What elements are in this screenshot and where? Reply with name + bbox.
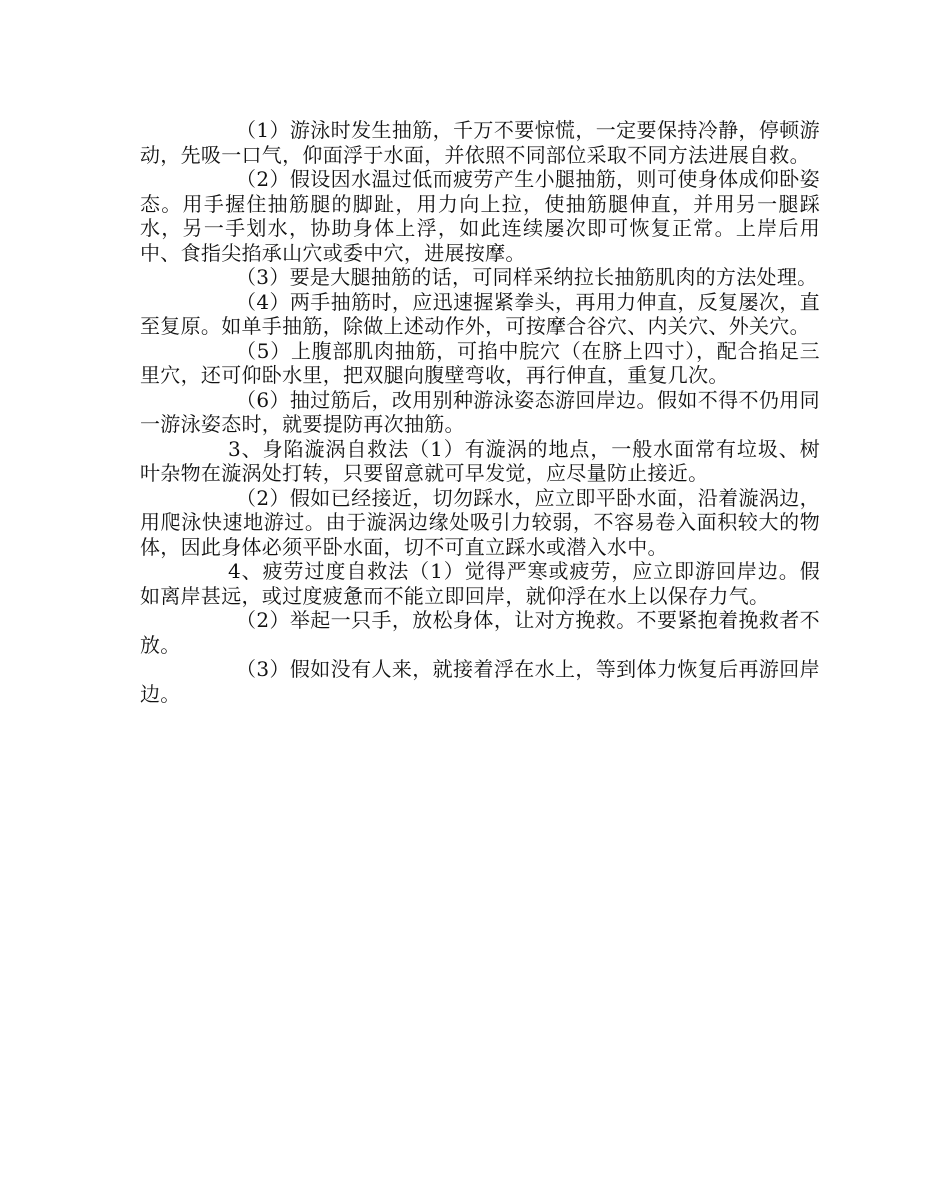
paragraph-whirlpool-escape: （2）假如已经接近，切勿踩水，应立即平卧水面，沿着漩涡边，用爬泳快速地游过。由于漩涡边缘处吸引力较弱，不容易卷入面积较大的物体，因此身体必须平卧水面，切不可直立踩水或潜入水中。	[140, 485, 820, 559]
paragraph-calf-cramp: （2）假设因水温过低而疲劳产生小腿抽筋，则可使身体成仰卧姿态。用手握住抽筋腿的脚趾，用力向上拉，使抽筋腿伸直，并用另一腿踩水，另一手划水，协助身体上浮，如此连续屡次即可恢复正常。上岸后用中、食指尖掐承山穴或委中穴，进展按摩。	[140, 167, 820, 265]
paragraph-fatigue-float: （3）假如没有人来，就接着浮在水上，等到体力恢复后再游回岸边。	[140, 657, 820, 706]
paragraph-abdomen-cramp: （5）上腹部肌肉抽筋，可掐中脘穴（在脐上四寸），配合掐足三里穴，还可仰卧水里，把双腿向腹壁弯收，再行伸直，重复几次。	[140, 338, 820, 387]
paragraph-after-cramp: （6）抽过筋后，改用别种游泳姿态游回岸边。假如不得不仍用同一游泳姿态时，就要提防再次抽筋。	[140, 387, 820, 436]
paragraph-thigh-cramp: （3）要是大腿抽筋的话，可同样采纳拉长抽筋肌肉的方法处理。	[236, 265, 818, 289]
paragraph-fatigue-heading: 4、疲劳过度自救法（1）觉得严寒或疲劳，应立即游回岸边。假如离岸甚远，或过度疲惫而不能立即回岸，就仰浮在水上以保存力气。	[140, 559, 820, 608]
paragraph-hand-cramp: （4）两手抽筋时，应迅速握紧拳头，再用力伸直，反复屡次，直至复原。如单手抽筋，除做上述动作外，可按摩合谷穴、内关穴、外关穴。	[140, 289, 820, 338]
document-body	[140, 118, 820, 706]
paragraph-fatigue-signal: （2）举起一只手，放松身体，让对方挽救。不要紧抱着挽救者不放。	[140, 608, 820, 657]
paragraph-whirlpool-heading: 3、身陷漩涡自救法（1）有漩涡的地点，一般水面常有垃圾、树叶杂物在漩涡处打转，只要留意就可早发觉，应尽量防止接近。	[140, 436, 820, 485]
paragraph-cramp-general: （1）游泳时发生抽筋，千万不要惊慌，一定要保持冷静，停顿游动，先吸一口气，仰面浮于水面，并依照不同部位采取不同方法进展自救。	[140, 118, 820, 167]
